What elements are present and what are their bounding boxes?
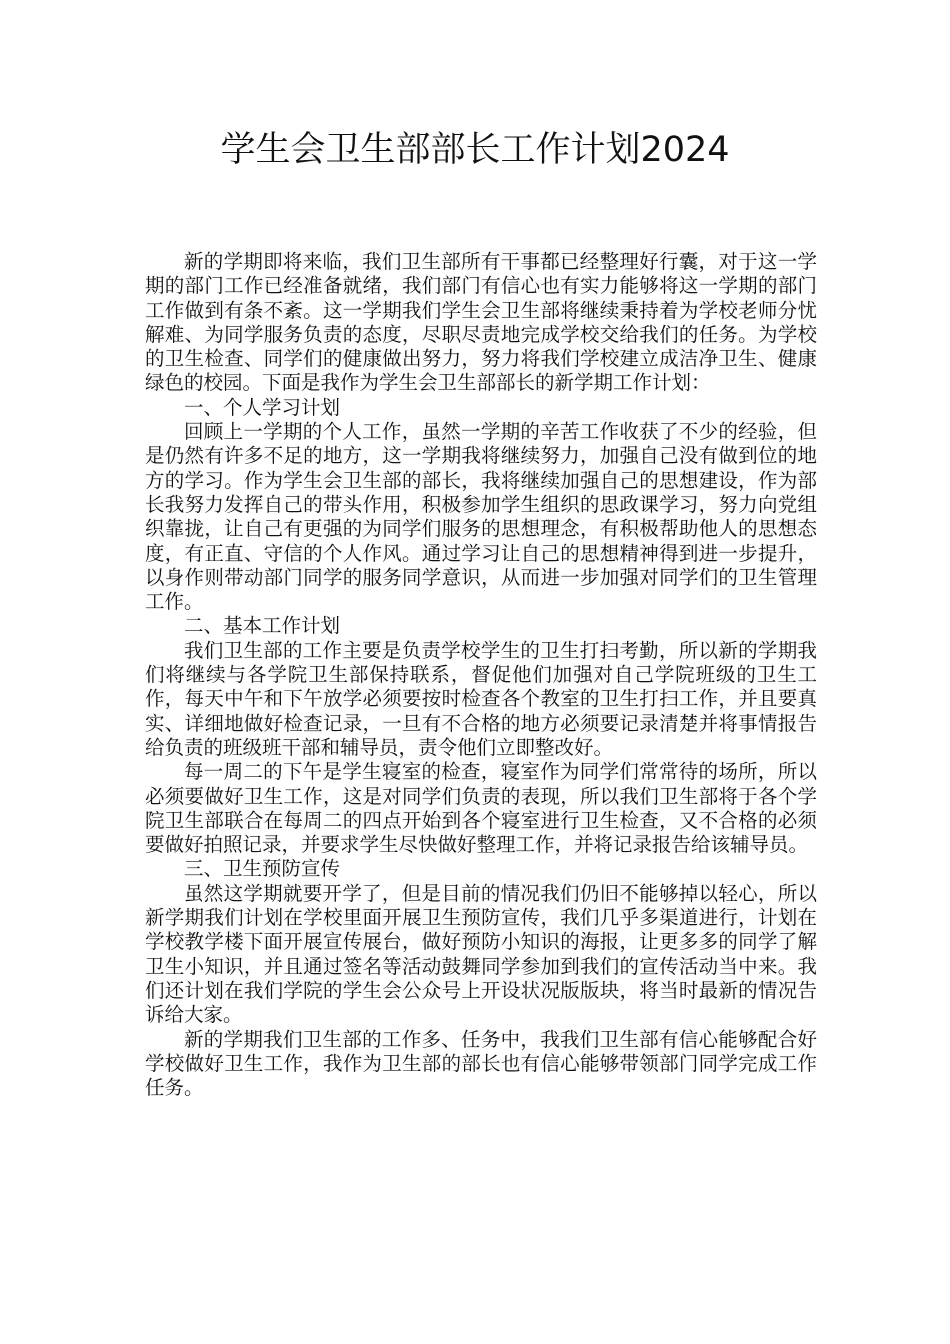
document-title: 学生会卫生部部长工作计划2024 bbox=[220, 130, 730, 170]
paragraph-intro: 新的学期即将来临，我们卫生部所有干事都已经整理好行囊，对于这一学期的部门工作已经准备就绪，我们部门有信心也有实力能够将这一学期的部门工作做到有条不紊。这一学期我们学生会卫生部将继续秉持着为学校老师分忧解难、为同学服务负责的态度，尽职尽责地完成学校交给我们的任务。为学校的卫生检查、同学们的健康做出努力，努力将我们学校建立成洁净卫生、健康绿色的校园。下面是我作为学生会卫生部部长的新学期工作计划： bbox=[145, 250, 817, 395]
paragraph-personal-study: 回顾上一学期的个人工作，虽然一学期的辛苦工作收获了不少的经验，但是仍然有许多不足的地方，这一学期我将继续努力，加强自己没有做到位的地方的学习。作为学生会卫生部的部长，我将继续加强自己的思想建设，作为部长我努力发挥自己的带头作用，积极参加学生组织的思政课学习，努力向党组织靠拢，让自己有更强的为同学们服务的思想理念，有积极帮助他人的思想态度，有正直、守信的个人作风。通过学习让自己的思想精神得到进一步提升，以身作则带动部门同学的服务同学意识，从而进一步加强对同学们的卫生管理工作。 bbox=[145, 420, 817, 614]
paragraph-basic-work: 我们卫生部的工作主要是负责学校学生的卫生打扫考勤，所以新的学期我们将继续与各学院卫生部保持联系，督促他们加强对自己学院班级的卫生工作，每天中午和下午放学必须要按时检查各个教室的卫生打扫工作，并且要真实、详细地做好检查记录，一旦有不合格的地方必须要记录清楚并将事情报告给负责的班级班干部和辅导员，责令他们立即整改好。 bbox=[145, 638, 817, 759]
document-body bbox=[145, 250, 817, 1100]
paragraph-conclusion: 新的学期我们卫生部的工作多、任务中，我我们卫生部有信心能够配合好学校做好卫生工作，我作为卫生部的部长也有信心能够带领部门同学完成工作任务。 bbox=[145, 1027, 817, 1100]
section-heading-personal-study: 一、个人学习计划 bbox=[184, 395, 341, 419]
section-heading-basic-work: 二、基本工作计划 bbox=[184, 614, 341, 638]
section-heading-prevention-publicity: 三、卫生预防宣传 bbox=[184, 857, 341, 881]
paragraph-dorm-inspection: 每一周二的下午是学生寝室的检查，寝室作为同学们常常待的场所，所以必须要做好卫生工作，这是对同学们负责的表现，所以我们卫生部将于各个学院卫生部联合在每周二的四点开始到各个寝室进行卫生检查，又不合格的必须要做好拍照记录，并要求学生尽快做好整理工作，并将记录报告给该辅导员。 bbox=[145, 760, 817, 857]
paragraph-prevention-publicity: 虽然这学期就要开学了，但是目前的情况我们仍旧不能够掉以轻心，所以新学期我们计划在学校里面开展卫生预防宣传，我们几乎多渠道进行，计划在学校教学楼下面开展宣传展台，做好预防小知识的海报，让更多多的同学了解卫生小知识，并且通过签名等活动鼓舞同学参加到我们的宣传活动当中来。我们还计划在我们学院的学生会公众号上开设状况版版块，将当时最新的情况告诉给大家。 bbox=[145, 881, 817, 1027]
